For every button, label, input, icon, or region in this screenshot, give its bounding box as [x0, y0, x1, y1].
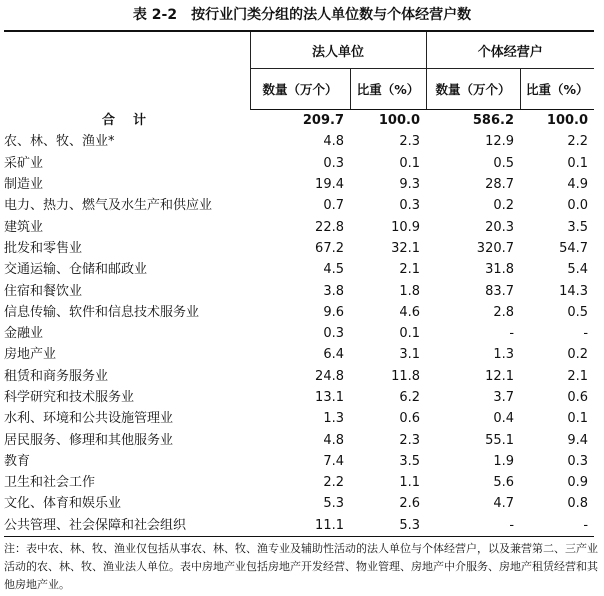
legal-count-header: 数量（万个） [250, 69, 350, 110]
individual-count-cell: 28.7 [485, 177, 515, 193]
industry-name: 卫生和社会工作 [4, 475, 96, 491]
legal-share-cell: 11.8 [391, 368, 421, 384]
industry-name: 农、林、牧、渔业* [4, 134, 115, 150]
individual-count-cell: 55.1 [485, 432, 515, 448]
legal-share-cell: 0.3 [399, 198, 421, 214]
table-row [4, 195, 594, 216]
legal-count-cell: 3.8 [323, 283, 344, 299]
individual-count-cell: 4.7 [493, 496, 515, 512]
individual-share-cell: 5.4 [567, 262, 589, 278]
individual-share-cell: 0.2 [567, 347, 589, 363]
individual-share-cell: 0.1 [567, 411, 589, 427]
table-row [4, 451, 594, 472]
legal-share-cell: 3.1 [399, 347, 421, 363]
table-row [4, 174, 594, 195]
legal-count-cell: 4.8 [323, 432, 344, 448]
legal-share-cell: 0.1 [399, 155, 421, 171]
table-caption: 按行业门类分组的法人单位数与个体经营户数 [191, 7, 472, 23]
individual-share-header: 比重（%） [520, 69, 594, 110]
legal-count-cell: 0.3 [323, 326, 344, 342]
individual-count-cell: 31.8 [485, 262, 515, 278]
legal-count-cell: 4.8 [323, 134, 344, 150]
statistics-table [4, 30, 594, 537]
total-legal-share: 100.0 [378, 113, 421, 129]
legal-share-cell: 1.1 [399, 475, 421, 491]
table-number: 表 2-2 [132, 7, 178, 23]
individual-count-cell: 83.7 [485, 283, 515, 299]
total-individual-share: 100.0 [546, 113, 589, 129]
note-text: 表中农、林、牧、渔业仅包括从事农、林、牧、渔专业及辅助性活动的法人单位与个体经营户，以及兼营第二、三产业活动的农、林、牧、渔业法人单位。表中房地产业包括房地产开发经营、物业管理、房地产中介服务、房地产租赁经营和其他房地产业。 [4, 542, 598, 591]
individual-count-cell: 5.6 [493, 475, 515, 491]
individual-count-cell: 0.4 [493, 411, 515, 427]
legal-count-cell: 1.3 [323, 411, 344, 427]
industry-name: 教育 [4, 453, 31, 469]
legal-count-cell: 13.1 [315, 390, 344, 405]
legal-share-cell: 3.5 [399, 453, 421, 469]
individual-share-cell: 2.1 [567, 368, 589, 384]
table-row [4, 408, 594, 429]
industry-name: 水利、环境和公共设施管理业 [4, 411, 174, 427]
individual-share-cell: 0.5 [567, 304, 589, 320]
legal-share-cell: 32.1 [391, 240, 421, 256]
industry-name: 文化、体育和娱乐业 [4, 496, 122, 512]
legal-share-cell: 2.6 [399, 496, 421, 512]
table-title [0, 4, 604, 26]
legal-count-cell: 22.8 [315, 219, 344, 235]
total-row [4, 110, 594, 132]
individual-share-cell: 2.2 [567, 134, 589, 150]
table-row [4, 323, 594, 344]
stub-header [4, 31, 250, 110]
individual-count-header: 数量（万个） [426, 69, 520, 110]
individual-households-header: 个体经营户 [426, 31, 594, 69]
legal-share-cell: 0.1 [399, 326, 421, 342]
total-individual-count: 586.2 [472, 113, 515, 129]
individual-share-cell: 4.9 [567, 177, 589, 193]
legal-count-cell: 5.3 [323, 496, 344, 512]
individual-share-cell: - [520, 515, 594, 537]
table-row [4, 153, 594, 174]
industry-name: 科学研究和技术服务业 [4, 390, 135, 405]
individual-share-cell: 0.1 [567, 155, 589, 171]
individual-count-cell: 12.9 [485, 134, 515, 150]
legal-share-cell: 2.3 [399, 432, 421, 448]
individual-share-cell: 9.4 [567, 432, 589, 448]
individual-share-cell: 14.3 [559, 283, 589, 299]
total-label: 合计 [101, 112, 164, 128]
industry-name: 电力、热力、燃气及水生产和供应业 [4, 198, 213, 214]
legal-share-cell: 2.1 [399, 262, 421, 278]
individual-count-cell: 1.3 [493, 347, 515, 363]
legal-count-cell: 67.2 [315, 240, 344, 256]
industry-name: 房地产业 [4, 347, 57, 363]
table-row [4, 302, 594, 323]
legal-count-cell: 0.7 [323, 198, 344, 214]
table-row [4, 515, 594, 537]
table-row [4, 493, 594, 514]
individual-count-cell: 0.5 [493, 155, 515, 171]
legal-share-cell: 1.8 [399, 283, 421, 299]
table-row [4, 366, 594, 387]
legal-count-cell: 7.4 [323, 453, 344, 469]
industry-name: 采矿业 [4, 155, 44, 171]
individual-count-cell: - [509, 326, 515, 342]
legal-share-cell: 5.3 [350, 515, 426, 537]
legal-entities-header: 法人单位 [250, 31, 426, 69]
industry-name: 交通运输、仓储和邮政业 [4, 262, 148, 278]
legal-share-cell: 0.6 [399, 411, 421, 427]
legal-count-cell: 4.5 [323, 262, 344, 278]
table-row [4, 131, 594, 152]
legal-count-cell: 24.8 [315, 368, 344, 384]
legal-count-cell: 19.4 [315, 177, 344, 193]
legal-count-cell: 6.4 [323, 347, 344, 363]
industry-name: 居民服务、修理和其他服务业 [4, 432, 174, 448]
industry-name: 建筑业 [4, 219, 44, 235]
individual-share-cell: 0.6 [567, 390, 589, 405]
individual-share-cell: 3.5 [567, 219, 589, 235]
individual-count-cell: 2.8 [493, 304, 515, 320]
legal-share-cell: 10.9 [391, 219, 421, 235]
header-row-groups [4, 31, 594, 69]
legal-share-cell: 2.3 [399, 134, 421, 150]
industry-name: 租赁和商务服务业 [4, 368, 109, 384]
individual-share-cell: 0.3 [567, 453, 589, 469]
table-row [4, 280, 594, 301]
individual-share-cell: 0.9 [567, 475, 589, 491]
table-row [4, 259, 594, 280]
legal-share-header: 比重（%） [350, 69, 426, 110]
individual-count-cell: 12.1 [485, 368, 515, 384]
legal-count-cell: 2.2 [323, 475, 344, 491]
table-row [4, 472, 594, 493]
legal-share-cell: 9.3 [399, 177, 421, 193]
legal-share-cell: 4.6 [399, 304, 421, 320]
individual-count-cell: - [426, 515, 520, 537]
individual-count-cell: 320.7 [476, 240, 515, 256]
individual-count-cell: 20.3 [485, 219, 515, 235]
individual-share-cell: 54.7 [559, 240, 589, 256]
table-row [4, 344, 594, 365]
individual-count-cell: 1.9 [493, 453, 515, 469]
industry-name: 住宿和餐饮业 [4, 283, 83, 299]
individual-count-cell: 0.2 [493, 198, 515, 214]
legal-share-cell: 6.2 [399, 390, 421, 405]
legal-count-cell: 0.3 [323, 155, 344, 171]
note-lead: 注： [4, 542, 26, 555]
table-row [4, 387, 594, 408]
industry-name: 制造业 [4, 177, 44, 193]
industry-name: 金融业 [4, 326, 44, 342]
individual-count-cell: 3.7 [493, 390, 515, 405]
legal-count-cell: 9.6 [323, 304, 344, 320]
table-row [4, 429, 594, 450]
individual-share-cell: - [583, 326, 589, 342]
individual-share-cell: 0.8 [567, 496, 589, 512]
industry-name: 公共管理、社会保障和社会组织 [4, 515, 250, 537]
table-row [4, 216, 594, 237]
table-row [4, 238, 594, 259]
individual-share-cell: 0.0 [567, 198, 589, 214]
industry-name: 信息传输、软件和信息技术服务业 [4, 304, 200, 320]
total-legal-count: 209.7 [302, 113, 344, 129]
table-note [4, 540, 600, 594]
industry-name: 批发和零售业 [4, 240, 83, 256]
legal-count-cell: 11.1 [250, 515, 350, 537]
